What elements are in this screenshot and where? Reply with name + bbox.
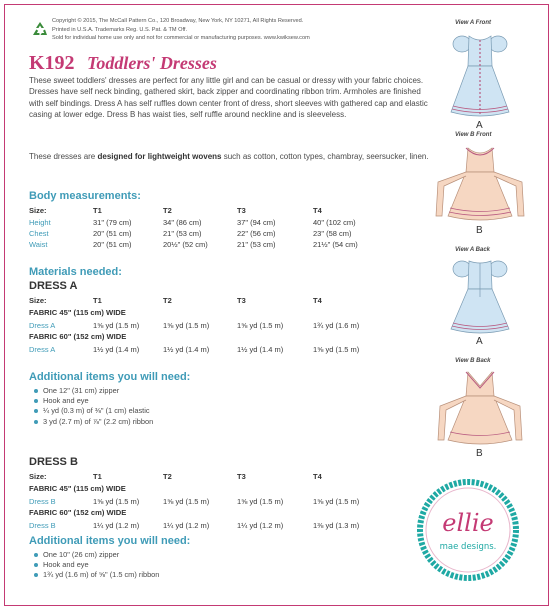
view-b-back-letter: B	[476, 448, 483, 459]
materials-heading: Materials needed:	[29, 266, 122, 278]
dress-a-fabric-60-row: Dress A 1½ yd (1.4 m) 1½ yd (1.4 m) 1½ yd (1.4 m) 1⅝ yd (1.5 m)	[29, 345, 360, 354]
ellie-mae-logo	[417, 479, 519, 581]
dress-b-fabric-60-row: Dress B 1¼ yd (1.2 m) 1¼ yd (1.2 m) 1¼ yd (1.2 m) 1⅜ yd (1.3 m)	[29, 521, 360, 530]
dress-b-back-illustration	[430, 368, 530, 448]
measurement-row-chest: Chest 20" (51 cm) 21" (53 cm) 22" (56 cm) 23" (58 cm)	[29, 229, 352, 238]
dress-a-fabric-60-heading: FABRIC 60" (152 cm) WIDE	[29, 332, 127, 341]
view-a-back-letter: A	[476, 336, 483, 347]
fabric-recommendation: These dresses are designed for lightweight wovens such as cotton, cotton types, chambray, seersucker, linen.	[29, 152, 429, 161]
dress-b-fabric-45-row: Dress B 1⅝ yd (1.5 m) 1⅝ yd (1.5 m) 1⅝ yd (1.5 m) 1⅝ yd (1.5 m)	[29, 497, 360, 506]
usage-line: Sold for individual home use only and not for commercial or manufacturing purposes. www.kwiksew.com	[52, 35, 310, 42]
view-a-back-label: View A Back	[455, 247, 491, 253]
dress-b-heading: DRESS B	[29, 456, 78, 468]
list-item: Hook and eye	[33, 396, 153, 406]
description-paragraph: These sweet toddlers' dresses are perfect for any little girl and can be casual or dressy with your fabric choices. Dresses have self neck binding, gathered skirt, back zipper and coordinating ribbon trim. Armholes are finished with self bindings. Dress A has self ruffles down center front of dress, short sleeves with gathered cap and elastic casing at lower edge. Dress B has waist ties, self ruffle around neckline and is sleeveless.	[29, 76, 428, 119]
additional-items-a-heading: Additional items you will need:	[29, 371, 191, 383]
measurements-header-row: Size: T1 T2 T3 T4	[29, 206, 322, 215]
printed-line: Printed in U.S.A. Trademarks Reg. U.S. Pat. & TM Off.	[52, 26, 188, 33]
dress-b-front-illustration	[430, 142, 530, 224]
dress-a-fabric-45-heading: FABRIC 45" (115 cm) WIDE	[29, 308, 126, 317]
list-item: One 12" (31 cm) zipper	[33, 386, 153, 396]
recycle-icon	[30, 20, 50, 40]
additional-items-b-heading: Additional items you will need:	[29, 535, 191, 547]
view-b-front-label: View B Front	[455, 132, 492, 138]
view-b-front-letter: B	[476, 225, 483, 236]
measurement-row-height: Height 31" (79 cm) 34" (86 cm) 37" (94 cm) 40" (102 cm)	[29, 218, 356, 227]
list-item: One 10" (26 cm) zipper	[33, 550, 159, 560]
additional-items-a-list	[33, 386, 153, 427]
logo-wordmark: ellie	[442, 509, 494, 537]
dress-a-front-illustration	[445, 30, 515, 120]
copyright-line: Copyright © 2015, The McCall Pattern Co., 120 Broadway, New York, NY 10271, All Rights Reserved.	[52, 18, 304, 24]
dress-a-fabric-45-row: Dress A 1⅝ yd (1.5 m) 1⅝ yd (1.5 m) 1⅝ yd (1.5 m) 1¾ yd (1.6 m)	[29, 321, 360, 330]
view-a-front-letter: A	[476, 120, 483, 131]
page-title: Toddlers' Dresses	[87, 53, 217, 73]
dress-b-fabric-60-heading: FABRIC 60" (152 cm) WIDE	[29, 508, 127, 517]
pattern-number: K192	[29, 52, 75, 74]
list-item: Hook and eye	[33, 560, 159, 570]
dress-a-header-row: Size: T1 T2 T3 T4	[29, 296, 322, 305]
legal-notice	[52, 17, 310, 43]
body-measurements-heading: Body measurements:	[29, 190, 141, 202]
dress-b-header-row: Size: T1 T2 T3 T4	[29, 472, 322, 481]
view-b-back-label: View B Back	[455, 358, 491, 364]
list-item: 3 yd (2.7 m) of ⅞" (2.2 cm) ribbon	[33, 417, 153, 427]
list-item: 1¾ yd (1.6 m) of ⅝" (1.5 cm) ribbon	[33, 570, 159, 580]
dress-a-back-illustration	[445, 257, 515, 337]
dress-b-fabric-45-heading: FABRIC 45" (115 cm) WIDE	[29, 484, 126, 493]
list-item: ¼ yd (0.3 m) of ⅜" (1 cm) elastic	[33, 406, 153, 416]
logo-tagline: mae designs.	[439, 542, 497, 552]
additional-items-b-list	[33, 550, 159, 581]
view-a-front-label: View A Front	[455, 20, 491, 26]
measurement-row-waist: Waist 20" (51 cm) 20½" (52 cm) 21" (53 cm) 21½" (54 cm)	[29, 240, 358, 249]
dress-a-heading: DRESS A	[29, 280, 78, 292]
